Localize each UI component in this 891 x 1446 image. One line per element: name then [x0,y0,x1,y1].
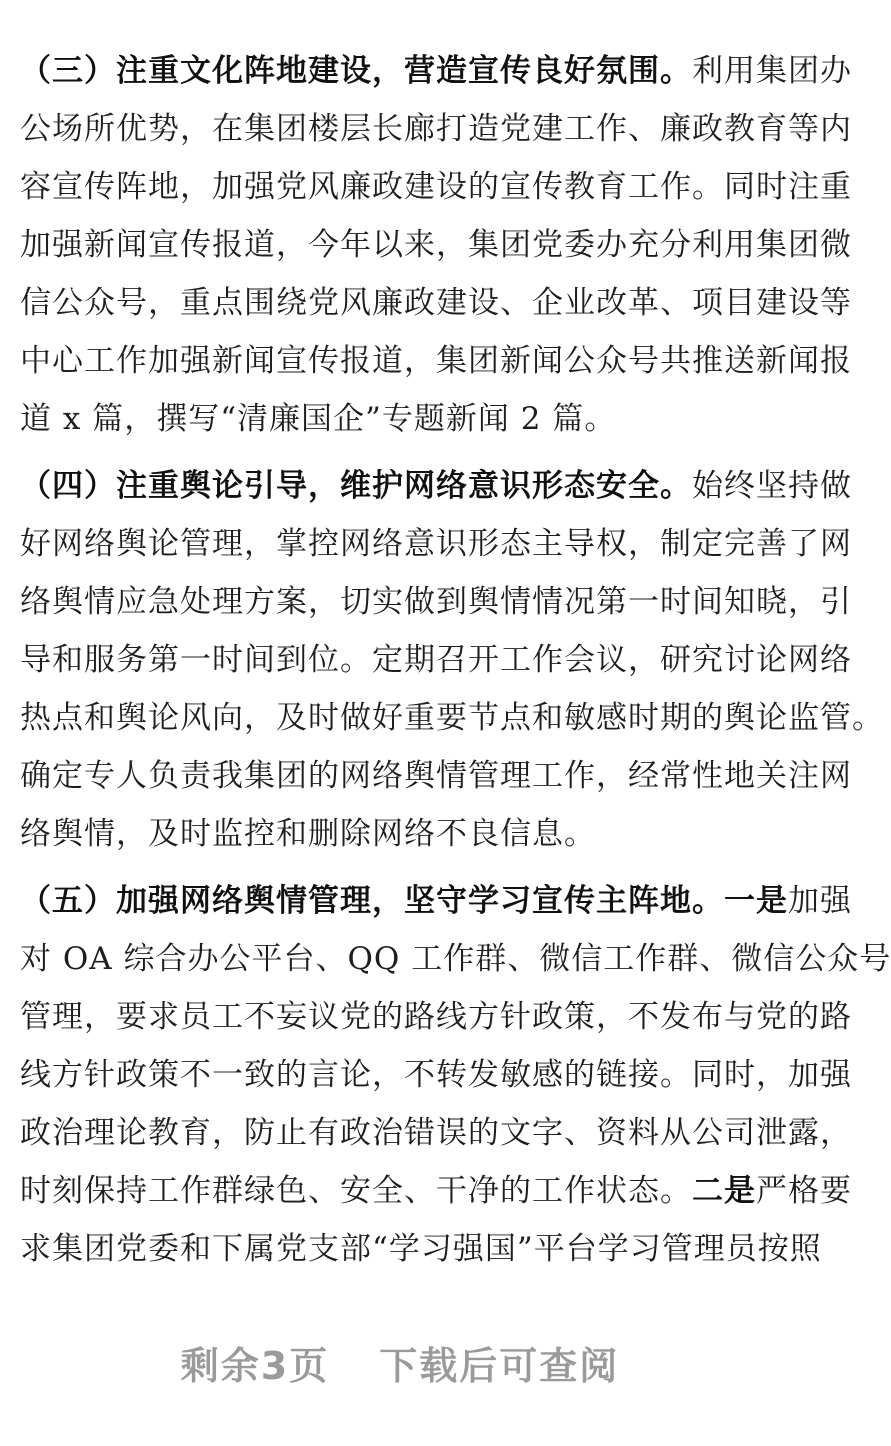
paragraph-line: 热点和舆论风向，及时做好重要节点和敏感时期的舆论监管。 [20,700,884,736]
paragraph-line: 中心工作加强新闻宣传报道，集团新闻公众号共推送新闻报 [20,343,852,379]
section-heading: （四）注重舆论引导，维护网络意识形态安全。 [20,468,692,504]
download-to-view-label: 下载后可查阅 [379,1344,620,1388]
paragraph-line: 政治理论教育，防止有政治错误的文字、资料从公司泄露， [20,1115,852,1151]
paragraph-line: （三）注重文化阵地建设，营造宣传良好氛围。利用集团办 [20,53,852,89]
paragraph-line: 导和服务第一时间到位。定期召开工作会议，研究讨论网络 [20,642,852,678]
section-heading: （三）注重文化阵地建设，营造宣传良好氛围。 [20,53,692,89]
emphasis-marker: 二是 [692,1173,756,1209]
paragraph-line: 道 x 篇，撰写“清廉国企”专题新闻 2 篇。 [20,401,617,437]
paragraph-line: 信公众号，重点围绕党风廉政建设、企业改革、项目建设等 [20,285,852,321]
download-notice[interactable] [0,1336,800,1396]
remaining-pages-label: 剩余3页 [180,1344,330,1388]
paragraph-line: 对 OA 综合办公平台、QQ 工作群、微信工作群、微信公众号 [20,941,891,977]
paragraph-line: 确定专人负责我集团的网络舆情管理工作，经常性地关注网 [20,758,852,794]
paragraph-line: （五）加强网络舆情管理，坚守学习宣传主阵地。一是加强 [20,883,852,919]
paragraph-line: （四）注重舆论引导，维护网络意识形态安全。始终坚持做 [20,468,852,504]
paragraph-line: 好网络舆论管理，掌控网络意识形态主导权，制定完善了网 [20,526,852,562]
section-heading: （五）加强网络舆情管理，坚守学习宣传主阵地。一是 [20,883,788,919]
paragraph-line: 容宣传阵地，加强党风廉政建设的宣传教育工作。同时注重 [20,169,852,205]
paragraph-line: 络舆情，及时监控和删除网络不良信息。 [20,816,596,852]
paragraph-line: 线方针政策不一致的言论，不转发敏感的链接。同时，加强 [20,1057,852,1093]
paragraph-line: 络舆情应急处理方案，切实做到舆情情况第一时间知晓，引 [20,584,852,620]
paragraph-line: 公场所优势，在集团楼层长廊打造党建工作、廉政教育等内 [20,111,852,147]
paragraph-line: 时刻保持工作群绿色、安全、干净的工作状态。二是严格要 [20,1173,852,1209]
paragraph-line: 管理，要求员工不妄议党的路线方针政策，不发布与党的路 [20,999,852,1035]
paragraph-line: 加强新闻宣传报道，今年以来，集团党委办充分利用集团微 [20,227,852,263]
paragraph-line: 求集团党委和下属党支部“学习强国”平台学习管理员按照 [20,1231,822,1267]
